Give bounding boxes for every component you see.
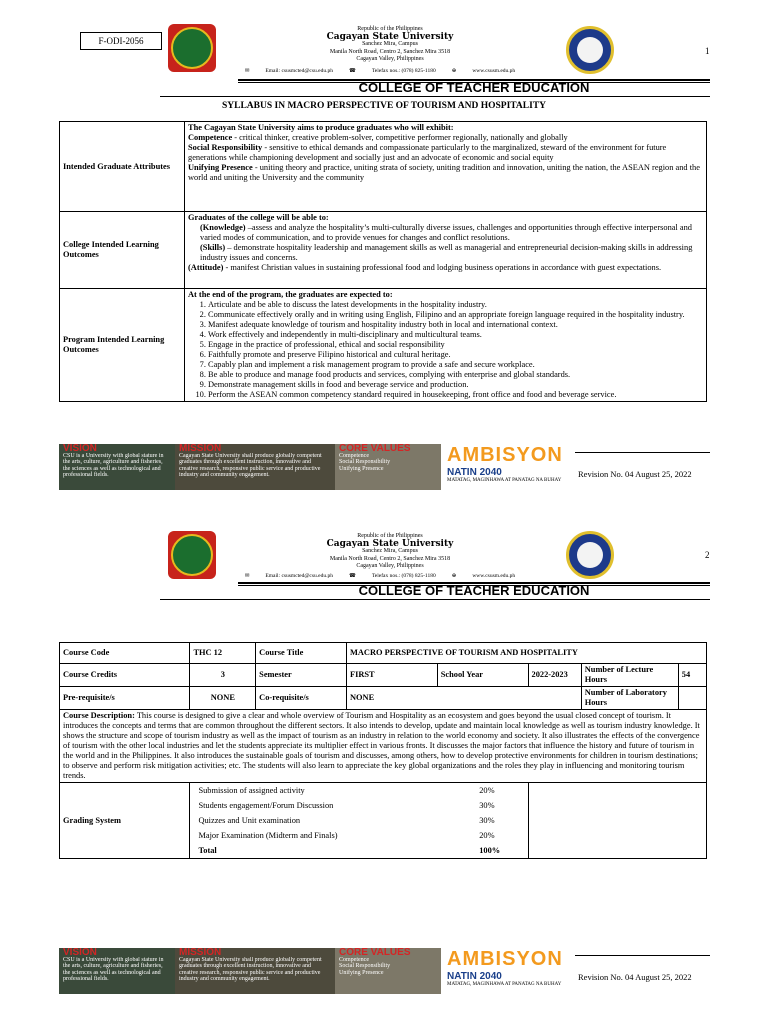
- pilo-content: [185, 289, 707, 402]
- college-name: COLLEGE OF TEACHER EDUCATION: [358, 583, 590, 598]
- competence-head: Competence: [188, 133, 233, 142]
- course-info-table: [59, 642, 707, 859]
- csu-logo: [168, 24, 216, 72]
- pilo-item: 9. Demonstrate management skills in food and beverage service and production.: [208, 380, 703, 390]
- grading-item-label: Students engagement/Forum Discussion: [198, 800, 334, 810]
- ambisyon-text: AMBISYON: [447, 444, 563, 466]
- ambisyon-text: AMBISYON: [447, 948, 563, 970]
- grading-item-label: Major Examination (Midterm and Finals): [198, 830, 338, 840]
- email-icon: ✉: [244, 573, 250, 579]
- form-code: F-ODI-2056: [80, 32, 162, 50]
- skills-text: – demonstrate hospitality leadership and management skills as well as managerial and entrepreneurial decision-making skills in addressing industry issues and concerns.: [200, 243, 693, 262]
- core-value: Social Responsibility: [339, 963, 391, 969]
- header-rule-bottom: [160, 96, 710, 97]
- description-text: This course is designed to give a clear and whole overview of Tourism and Hospitality as an ecosystem and goes beyond the usual closed concept of tourism. It introduces the concepts and terms that are common throughout the different sectors. It also intends to develop, update and maintain local knowledge as well as tourism industry knowledge. It shows the structure and scope of tourism industry as well as the impact of tourism as an industry in relation to the world economy and society. It also illustrates the effects of the convergence of tourism with the other local industries and let the students appreciate its multiplier effect in various fronts. It discusses the major factors that influence the history and future of tourism in the world and in the Philippines. It also introduces the sustainable goals of tourism and discusses, among others, how to develop protective environments for children in tourism destinations; to observe and perform risk mitigation activities; etc. The students will also learn to appreciate the key global organizations and the roles they play in influencing and monitoring tourism trends.: [63, 711, 700, 780]
- lecture-hours-label: Number of Lecture Hours: [581, 664, 678, 687]
- vision-text: CSU is a University with global stature in the arts, culture, agriculture and fisheries, the sciences as well as technological and professional fields.: [63, 452, 164, 478]
- unifying-text: - uniting theory and practice, uniting strata of society, uniting tradition and innovation, uniting the nation, the ASEAN region and the world and uniting the University and the community: [188, 163, 700, 182]
- grading-item-label: Quizzes and Unit examination: [198, 815, 301, 825]
- iga-content: [185, 122, 707, 212]
- course-description: [60, 710, 707, 783]
- description-row: [60, 710, 707, 783]
- footer-banner: [59, 444, 571, 490]
- mission-block: [175, 948, 335, 994]
- address: Manila North Road, Centro 2, Sanchez Mira 3518: [329, 555, 451, 562]
- grading-row: [60, 783, 707, 859]
- university-name: Cagayan State University: [326, 538, 454, 549]
- grading-label: Grading System: [60, 783, 190, 859]
- syllabus-title: SYLLABUS IN MACRO PERSPECTIVE OF TOURISM AND HOSPITALITY: [221, 101, 547, 111]
- course-code: THC 12: [190, 643, 256, 664]
- core-value: Competence: [339, 452, 369, 459]
- core-title: CORE VALUES: [339, 947, 411, 958]
- pilo-row: [60, 289, 707, 402]
- core-values-block: [335, 948, 441, 994]
- vision-text: CSU is a University with global stature in the arts, culture, agriculture and fisheries, the sciences as well as technological and professional fields.: [63, 956, 164, 982]
- iga-intro: The Cagayan State University aims to produce graduates who will exhibit:: [188, 123, 454, 132]
- mission-block: [175, 444, 335, 490]
- attitude-head: (Attitude): [188, 263, 224, 272]
- page-number: 1: [705, 46, 710, 56]
- total-pct: 100%: [479, 845, 501, 855]
- social-head: Social Responsibility: [188, 143, 263, 152]
- cilo-row: [60, 212, 707, 289]
- grading-empty-cell: [528, 783, 706, 859]
- pilo-item: 1. Articulate and be able to discuss the latest developments in the hospitality industry.: [208, 300, 703, 310]
- college-seal: [566, 531, 614, 579]
- grading-item-pct: 30%: [479, 800, 495, 810]
- ambisyon-tagline: MATATAG, MAGINHAWA AT PANATAG NA BUHAY: [447, 478, 562, 483]
- college-seal: [566, 26, 614, 74]
- email: Email: csusmcted@csu.edu.ph: [265, 573, 333, 579]
- grading-item-pct: 30%: [479, 815, 495, 825]
- ambisyon-tagline: MATATAG, MAGINHAWA AT PANATAG NA BUHAY: [447, 982, 562, 987]
- page-number: 2: [705, 550, 710, 560]
- natin-text: NATIN 2040: [447, 971, 502, 982]
- revision-note: Revision No. 04 August 25, 2022: [578, 469, 692, 479]
- course-title-label: Course Title: [256, 643, 347, 664]
- pilo-item: 8. Be able to produce and manage food products and services, complying with enterprise and global standards.: [208, 370, 703, 380]
- coreq-label: Co-requisite/s: [256, 687, 347, 710]
- grading-total: [190, 843, 527, 858]
- phone-icon: ☎: [348, 68, 356, 74]
- pilo-list: [188, 300, 703, 400]
- core-value: Unifying Presence: [339, 465, 384, 472]
- vision-block: [59, 948, 175, 994]
- total-label: Total: [198, 845, 217, 855]
- social-text: - sensitive to ethical demands and compassionate particularly to the marginalized, steward of the environment for future generations while championing development and socially just and an advocate of economic and social equity: [188, 143, 667, 162]
- skills-head: (Skills): [200, 243, 226, 252]
- revision-note: Revision No. 04 August 25, 2022: [578, 972, 692, 982]
- globe-icon: ⊕: [451, 68, 457, 74]
- attitude-text: - manifest Christian values in sustaining professional food and lodging business operations in accordance with guest expectations.: [223, 263, 662, 272]
- mission-text: Cagayan State University shall produce globally competent graduates through excellent instruction, innovative and creative research, responsive public service and productive industry and community engagement.: [179, 956, 322, 982]
- grading-item: [190, 798, 527, 813]
- pilo-item: 3. Manifest adequate knowledge of tourism and hospitality industry both in local and international context.: [208, 320, 703, 330]
- semester: FIRST: [346, 664, 437, 687]
- university-letterhead: [300, 26, 480, 64]
- campus-name: Sanchez Mira, Campus: [362, 41, 418, 47]
- credits-label: Course Credits: [60, 664, 190, 687]
- pilo-label: Program Intended Learning Outcomes: [60, 289, 185, 402]
- knowledge-head: (Knowledge): [200, 223, 246, 232]
- iga-row: [60, 122, 707, 212]
- college-name: COLLEGE OF TEACHER EDUCATION: [358, 80, 590, 95]
- grading-item-label: Submission of assigned activity: [198, 785, 305, 795]
- coreq: NONE: [346, 687, 581, 710]
- credits: 3: [190, 664, 256, 687]
- prereq-label: Pre-requisite/s: [60, 687, 190, 710]
- description-label: Course Description:: [63, 711, 135, 720]
- lecture-hours: 54: [678, 664, 706, 687]
- globe-icon: ⊕: [451, 573, 457, 579]
- core-values-block: [335, 444, 441, 490]
- contact-line: [240, 68, 520, 74]
- region: Cagayan Valley, Philippines: [356, 563, 424, 569]
- cilo-label: College Intended Learning Outcomes: [60, 212, 185, 289]
- mission-title: MISSION: [179, 947, 222, 958]
- iga-label: Intended Graduate Attributes: [60, 122, 185, 212]
- region: Cagayan Valley, Philippines: [356, 56, 424, 62]
- pilo-item: 10. Perform the ASEAN common competency standard required in housekeeping, front office and food and beverage service.: [208, 390, 703, 400]
- pilo-intro: At the end of the program, the graduates are expected to:: [188, 290, 393, 299]
- phone: Telefax nos.: (078) 825-1180: [371, 68, 436, 74]
- school-year-label: School Year: [437, 664, 528, 687]
- pilo-item: 5. Engage in the practice of professional, ethical and social responsibility: [208, 340, 703, 350]
- footer-banner: [59, 948, 571, 994]
- republic-text: Republic of the Philippines: [357, 26, 423, 32]
- mission-title: MISSION: [179, 443, 222, 454]
- core-title: CORE VALUES: [339, 443, 411, 454]
- core-value: Unifying Presence: [339, 969, 384, 976]
- csu-logo: [168, 531, 216, 579]
- grading-cell: [190, 783, 528, 859]
- grading-item: [190, 813, 527, 828]
- credits-row: [60, 664, 707, 687]
- address: Manila North Road, Centro 2, Sanchez Mira 3518: [329, 48, 451, 55]
- lab-hours-label: Number of Laboratory Hours: [581, 687, 678, 710]
- pilo-item: 6. Faithfully promote and preserve Filipino historical and cultural heritage.: [208, 350, 703, 360]
- header-rule-bottom: [160, 599, 710, 600]
- university-name: Cagayan State University: [326, 31, 454, 42]
- vision-block: [59, 444, 175, 490]
- vision-title: VISION: [63, 947, 97, 958]
- website: www.csusm.edu.ph: [472, 573, 516, 579]
- ambisyon-logo: [441, 444, 571, 490]
- grading-item-pct: 20%: [479, 785, 495, 795]
- ambisyon-logo: [441, 948, 571, 994]
- pilo-item: 4. Work effectively and independently in multi-disciplinary and multicultural teams.: [208, 330, 703, 340]
- school-year: 2022-2023: [528, 664, 581, 687]
- grading-item-pct: 20%: [479, 830, 495, 840]
- outcomes-table: [59, 121, 707, 402]
- course-title: MACRO PERSPECTIVE OF TOURISM AND HOSPITALITY: [346, 643, 706, 664]
- course-code-label: Course Code: [60, 643, 190, 664]
- website: www.csusm.edu.ph: [472, 68, 516, 74]
- cilo-intro: Graduates of the college will be able to:: [188, 213, 329, 222]
- grading-item: [190, 828, 527, 843]
- contact-line: [240, 573, 520, 579]
- phone-icon: ☎: [348, 573, 356, 579]
- lab-hours: [678, 687, 706, 710]
- mission-text: Cagayan State University shall produce globally competent graduates through excellent instruction, innovative and creative research, responsive public service and productive industry and community engagement.: [179, 452, 322, 478]
- email: Email: csusmcted@csu.edu.ph: [265, 68, 333, 74]
- natin-text: NATIN 2040: [447, 467, 502, 478]
- course-row: [60, 643, 707, 664]
- unifying-head: Unifying Presence: [188, 163, 253, 172]
- grading-table: [190, 783, 527, 858]
- knowledge-text: –assess and analyze the hospitality’s multi-culturally diverse issues, challenges and opportunities through effective interpersonal and varied modes of communication, and to provide venues for changes and conflict resolutions.: [200, 223, 692, 242]
- semester-label: Semester: [256, 664, 347, 687]
- prereq-row: [60, 687, 707, 710]
- pilo-item: 7. Capably plan and implement a risk management program to provide a safe and secure workplace.: [208, 360, 703, 370]
- republic-text: Republic of the Philippines: [357, 533, 423, 539]
- cilo-content: [185, 212, 707, 289]
- footer-rule: [575, 955, 710, 956]
- campus-name: Sanchez Mira, Campus: [362, 548, 418, 554]
- university-letterhead: [300, 533, 480, 571]
- competence-text: - critical thinker, creative problem-solver, competitive performer regionally, nationally and globally: [232, 133, 568, 142]
- pilo-item: 2. Communicate effectively orally and in writing using English, Filipino and an appropriate foreign language required in the hospitality industry.: [208, 310, 703, 320]
- phone: Telefax nos.: (078) 825-1180: [371, 573, 436, 579]
- grading-item: [190, 783, 527, 798]
- footer-rule: [575, 452, 710, 453]
- vision-title: VISION: [63, 443, 97, 454]
- core-value: Social Responsibility: [339, 459, 391, 465]
- prereq: NONE: [190, 687, 256, 710]
- core-value: Competence: [339, 956, 369, 963]
- email-icon: ✉: [244, 68, 250, 74]
